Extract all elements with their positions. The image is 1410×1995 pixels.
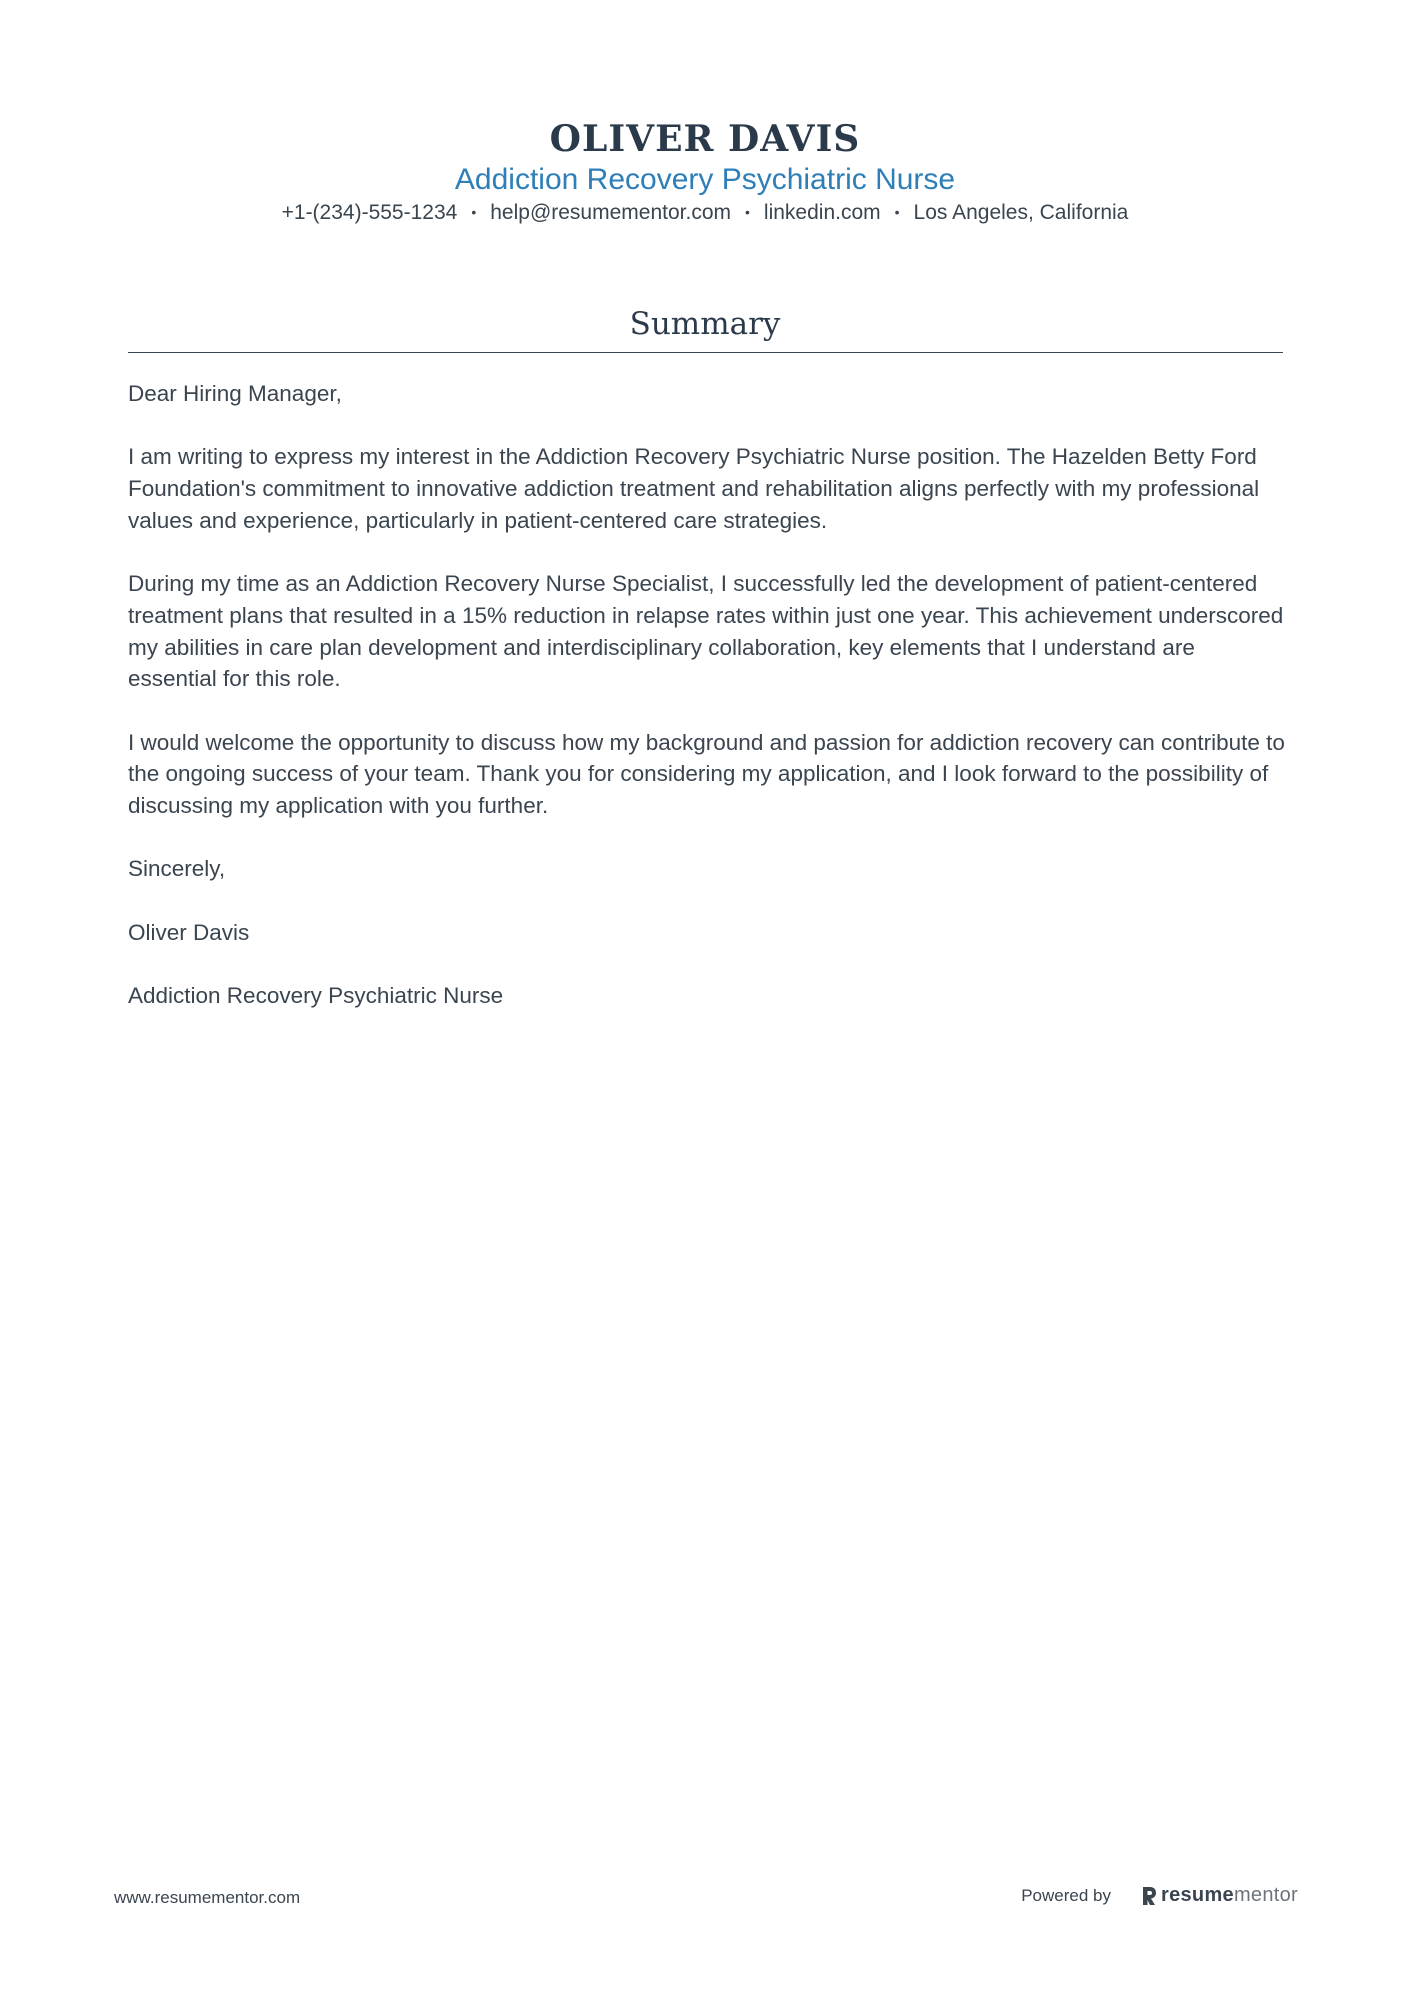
contact-linkedin: linkedin.com — [763, 201, 881, 224]
candidate-title: Addiction Recovery Psychiatric Nurse — [454, 163, 956, 196]
footer-powered-by — [1021, 1884, 1298, 1907]
letter-closing: Sincerely, — [128, 856, 226, 882]
contact-email: help@resumementor.com — [490, 201, 731, 224]
footer-website: www.resumementor.com — [114, 1888, 301, 1907]
resumementor-logo-icon — [1141, 1886, 1157, 1906]
signature-title: Addiction Recovery Psychiatric Nurse — [128, 983, 504, 1009]
letter-paragraph: I would welcome the opportunity to discuss how my background and passion for addiction recovery can contribute to the ongoing success of your team. Thank you for considering my application, and I look forward to the possibility of discussing my application with you further. — [128, 729, 1285, 819]
powered-by-label: Powered by — [1021, 1885, 1111, 1905]
contact-separator: • — [745, 204, 750, 220]
contact-location: Los Angeles, California — [913, 201, 1129, 224]
contact-separator: • — [471, 204, 477, 220]
section-title: Summary — [629, 306, 781, 342]
header — [0, 112, 1410, 229]
brand-name-bold: resume — [1161, 1884, 1234, 1906]
brand-name-light: mentor — [1233, 1884, 1298, 1906]
letter-greeting: Dear Hiring Manager, — [128, 381, 342, 406]
brand-logo — [1141, 1884, 1298, 1907]
signature-name: Oliver Davis — [128, 919, 250, 945]
contact-line — [0, 198, 1410, 229]
section-divider — [128, 352, 1283, 353]
letter-body — [128, 378, 1288, 1044]
letter-paragraph: I am writing to express my interest in the Addiction Recovery Psychiatric Nurse position. The Hazelden Betty Ford Foundation's commitment to innovative addiction treatment and rehabilitation aligns perfectly with my professional values and experience, particularly in patient-centered care strategies. — [128, 444, 1260, 533]
contact-separator: • — [894, 204, 900, 220]
candidate-name: OLIVER DAVIS — [549, 118, 861, 160]
contact-phone: +1-(234)-555-1234 — [281, 201, 458, 224]
letter-paragraph: During my time as an Addiction Recovery Nurse Specialist, I successfully led the development of patient-centered treatment plans that resulted in a 15% reduction in relapse rates within just one year. This achievement underscored my abilities in care plan development and interdisciplinary collaboration, key elements that I understand are essential for this role. — [128, 571, 1284, 692]
